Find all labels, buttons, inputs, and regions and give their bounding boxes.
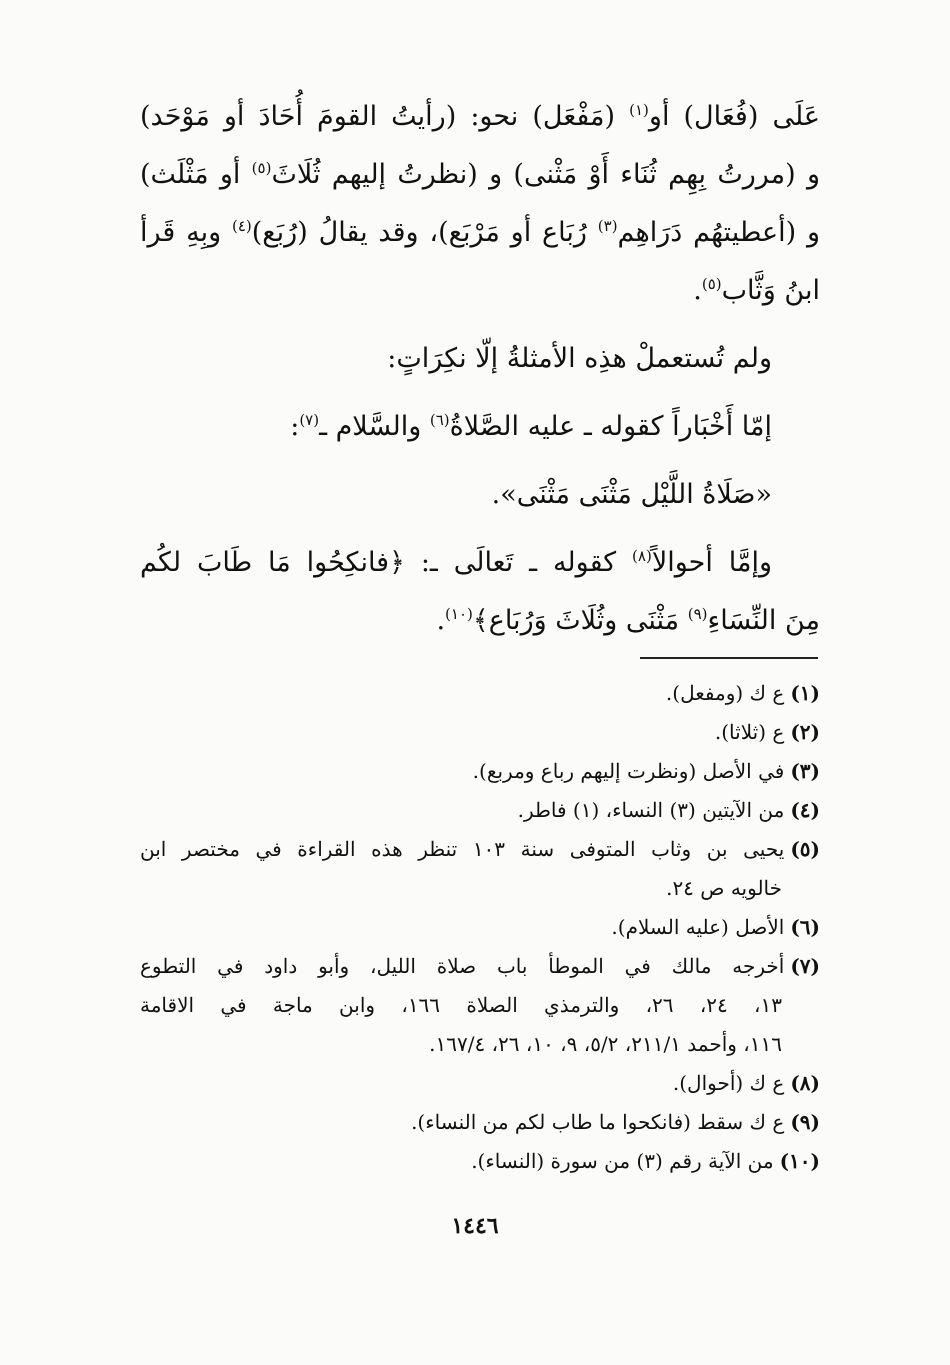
footnote-9 xyxy=(140,1103,820,1142)
text-run: ولم تُستعملْ هذِه الأمثلةُ إلّا نكِرَاتٍ: xyxy=(387,343,772,374)
page-number: ١٤٤٦ xyxy=(451,1213,499,1239)
footnote-text: ع ك (ومفعل). xyxy=(665,681,785,705)
text-run: والسَّلام ـ xyxy=(319,411,430,442)
footnote-number: (٩) xyxy=(790,1110,820,1134)
text-run: وإمَّا أحوالاً xyxy=(651,547,772,578)
footnote-ref-6[interactable]: (٦) xyxy=(429,411,450,429)
footnote-text: الأصل (عليه السلام). xyxy=(611,915,785,939)
footnote-text: من الآية رقم (٣) من سورة (النساء). xyxy=(471,1149,774,1173)
text-run: و (أعطيتهُم دَرَاهِم xyxy=(617,217,821,248)
footnote-6 xyxy=(140,908,820,947)
text-line-2 xyxy=(140,146,820,204)
text-run: : xyxy=(290,411,300,442)
footnote-text: يحيى بن وثاب المتوفى سنة ١٠٣ تنظر هذه القراءة في مختصر ابن xyxy=(140,837,785,861)
footnote-number: (١٠) xyxy=(779,1149,820,1173)
text-run: رُبَاع أو مَرْبَع)، وقد يقالُ (رُبَع) xyxy=(251,217,598,248)
text-run: إمّا أَخْبَاراً كقوله ـ عليه الصَّلاةُ xyxy=(449,411,772,442)
footnote-separator xyxy=(640,657,818,659)
text-run: كقوله ـ تَعالَى ـ: ﴿فانكِحُوا مَا طَابَ لكُم xyxy=(140,547,633,578)
text-run: عَلَى (فُعَال) أو xyxy=(648,101,820,132)
footnote-text: خالويه ص ٢٤. xyxy=(666,876,782,900)
footnote-number: (١) xyxy=(790,681,820,705)
text-line-9 xyxy=(140,592,820,650)
footnote-number: (٣) xyxy=(790,759,820,783)
footnote-number: (٤) xyxy=(790,798,820,822)
text-line-6 xyxy=(140,398,820,456)
text-run: وبِهِ قَرأ xyxy=(140,217,232,248)
text-run: . xyxy=(693,275,702,306)
text-run: . xyxy=(436,605,446,636)
footnote-text: ١٣، ٢٤، ٢٦، والترمذي الصلاة ١٦٦، وابن ماجة في الاقامة xyxy=(140,993,782,1017)
footnote-1 xyxy=(140,674,820,713)
footnote-5-cont xyxy=(140,869,820,908)
text-run: ابنُ وَثَّاب xyxy=(721,275,820,306)
footnote-ref-3[interactable]: (٣) xyxy=(597,217,618,235)
footnote-number: (٦) xyxy=(790,915,820,939)
footnote-text: من الآيتين (٣) النساء، (١) فاطر. xyxy=(517,798,785,822)
footnote-number: (٥) xyxy=(790,837,820,861)
text-line-8 xyxy=(140,534,820,592)
footnote-ref-5a[interactable]: (٥) xyxy=(251,159,272,177)
footnote-8 xyxy=(140,1064,820,1103)
text-line-7 xyxy=(140,466,820,524)
footnote-5 xyxy=(140,830,820,869)
footnote-ref-9[interactable]: (٩) xyxy=(687,605,708,623)
footnotes xyxy=(140,674,820,1181)
footnote-ref-1[interactable]: (١) xyxy=(629,101,649,119)
footnote-text: ع ك (أحوال). xyxy=(672,1071,785,1095)
footnote-number: (٢) xyxy=(790,720,820,744)
footnote-ref-8[interactable]: (٨) xyxy=(632,547,652,565)
text-line-5 xyxy=(140,330,820,388)
footnote-text: في الأصل (ونظرت إليهم رباع ومربع). xyxy=(472,759,785,783)
footnote-number: (٧) xyxy=(790,954,820,978)
main-text xyxy=(140,88,820,650)
hadith-quote: «صَلَاةُ اللَّيْل مَثْنَى مَثْنَى». xyxy=(491,479,772,510)
text-run: و (مررتُ بِهِم ثُنَاء أَوْ مَثْنى) و (نظرتُ إليهم ثُلَاثَ xyxy=(271,159,820,190)
footnote-7 xyxy=(140,947,820,986)
text-line-1 xyxy=(140,88,820,146)
footnote-3 xyxy=(140,752,820,791)
footnote-ref-5[interactable]: (٥) xyxy=(701,275,722,293)
footnote-text: ع (ثلاثا). xyxy=(714,720,785,744)
footnote-7-cont-1 xyxy=(140,986,820,1025)
footnote-10 xyxy=(140,1142,820,1181)
text-run: (مَفْعَل) نحو: (رأيتُ القومَ أُحَادَ أو مَوْحَد) xyxy=(140,101,630,132)
text-run: مِنَ النِّسَاءِ xyxy=(707,605,820,636)
footnote-text: ع ك سقط (فانكحوا ما طاب لكم من النساء). xyxy=(411,1110,785,1134)
footnote-7-cont-2 xyxy=(140,1025,820,1064)
footnote-text: ١١٦، وأحمد ٢١١/١، ٥/٢، ٩، ١٠، ٢٦، ١٦٧/٤. xyxy=(429,1032,782,1056)
footnote-number: (٨) xyxy=(790,1071,820,1095)
quran-quote: مَثْنَى وثُلَاثَ وَرُبَاع﴾ xyxy=(472,605,688,636)
footnote-2 xyxy=(140,713,820,752)
text-line-3 xyxy=(140,204,820,262)
footnote-text: أخرجه مالك في الموطأ باب صلاة الليل، وأبو داود في التطوع xyxy=(140,954,785,978)
text-run: أو مَثْلَث) xyxy=(140,159,252,190)
footnote-4 xyxy=(140,791,820,830)
footnote-ref-4[interactable]: (٤) xyxy=(231,217,252,235)
footnote-ref-10[interactable]: (١٠) xyxy=(445,605,473,623)
text-line-4 xyxy=(140,262,820,320)
footnote-ref-7[interactable]: (٧) xyxy=(299,411,320,429)
